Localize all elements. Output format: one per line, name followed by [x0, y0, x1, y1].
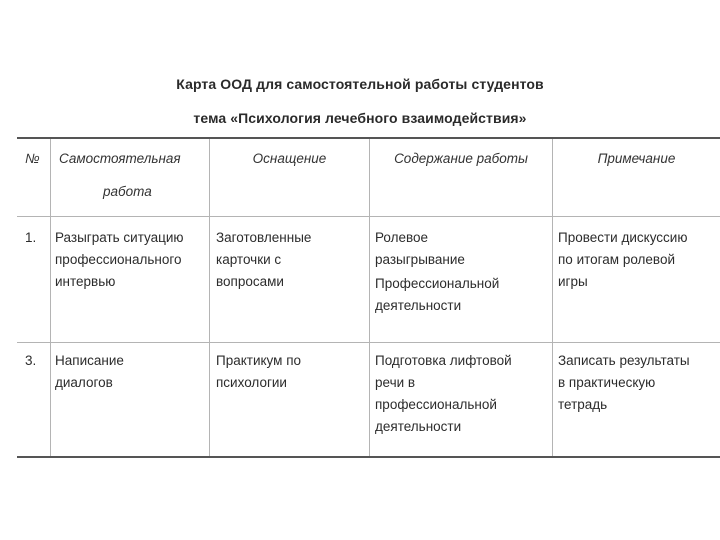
row2-equipment — [216, 350, 301, 394]
header-equipment: Оснащение — [252, 151, 327, 166]
header-independent-work — [59, 148, 203, 203]
row1-work-line: Разыграть ситуацию — [55, 230, 184, 245]
row2-content-line: профессиональной — [375, 397, 497, 412]
document-title: Карта ООД для самостоятельной работы студентов — [176, 76, 544, 92]
row2-note — [558, 350, 690, 416]
row1-content-line: Ролевое — [375, 230, 429, 245]
header-number: № — [25, 151, 40, 166]
document-subtitle: тема «Психология лечебного взаимодействия» — [193, 110, 527, 126]
row1-content-line: разыгрывание — [375, 252, 465, 267]
row2-note-line: тетрадь — [558, 397, 608, 412]
row1-note-line: Провести дискуссию — [558, 230, 688, 245]
row2-work-line: Написание — [55, 353, 124, 368]
ood-table — [17, 137, 720, 458]
row1-equipment-line: Заготовленные — [216, 230, 312, 245]
row1-equipment-line: карточки с — [216, 252, 282, 267]
row2-equipment-line: Практикум по — [216, 353, 302, 368]
row1-content-line: деятельности — [375, 298, 462, 313]
column-divider — [369, 139, 370, 456]
row2-work — [55, 350, 124, 394]
row1-work-line: интервью — [55, 274, 116, 289]
row-divider — [17, 216, 720, 217]
header-independent-work-line1: Самостоятельная — [59, 151, 181, 166]
row-divider — [17, 342, 720, 343]
column-divider — [209, 139, 210, 456]
row1-work — [55, 227, 184, 293]
row2-content-line: речи в — [375, 375, 416, 390]
header-work-content: Содержание работы — [394, 151, 528, 166]
row2-number: 3. — [25, 353, 37, 368]
row1-content-line: Профессиональной — [375, 276, 500, 291]
column-divider — [50, 139, 51, 456]
row1-note-line: игры — [558, 274, 588, 289]
row1-content — [375, 227, 499, 317]
row1-work-line: профессионального — [55, 252, 182, 267]
row2-note-line: в практическую — [558, 375, 656, 390]
row2-note-line: Записать результаты — [558, 353, 690, 368]
row1-note-line: по итогам ролевой — [558, 252, 675, 267]
header-independent-work-line2: работа — [103, 184, 152, 199]
row1-equipment — [216, 227, 311, 293]
header-note: Примечание — [597, 151, 676, 166]
column-divider — [552, 139, 553, 456]
row2-content-line: Подготовка лифтовой — [375, 353, 512, 368]
row1-note — [558, 227, 687, 293]
row1-number: 1. — [25, 230, 37, 245]
row2-content — [375, 350, 512, 438]
row1-equipment-line: вопросами — [216, 274, 284, 289]
row2-content-line: деятельности — [375, 419, 462, 434]
row2-equipment-line: психологии — [216, 375, 287, 390]
row2-work-line: диалогов — [55, 375, 113, 390]
